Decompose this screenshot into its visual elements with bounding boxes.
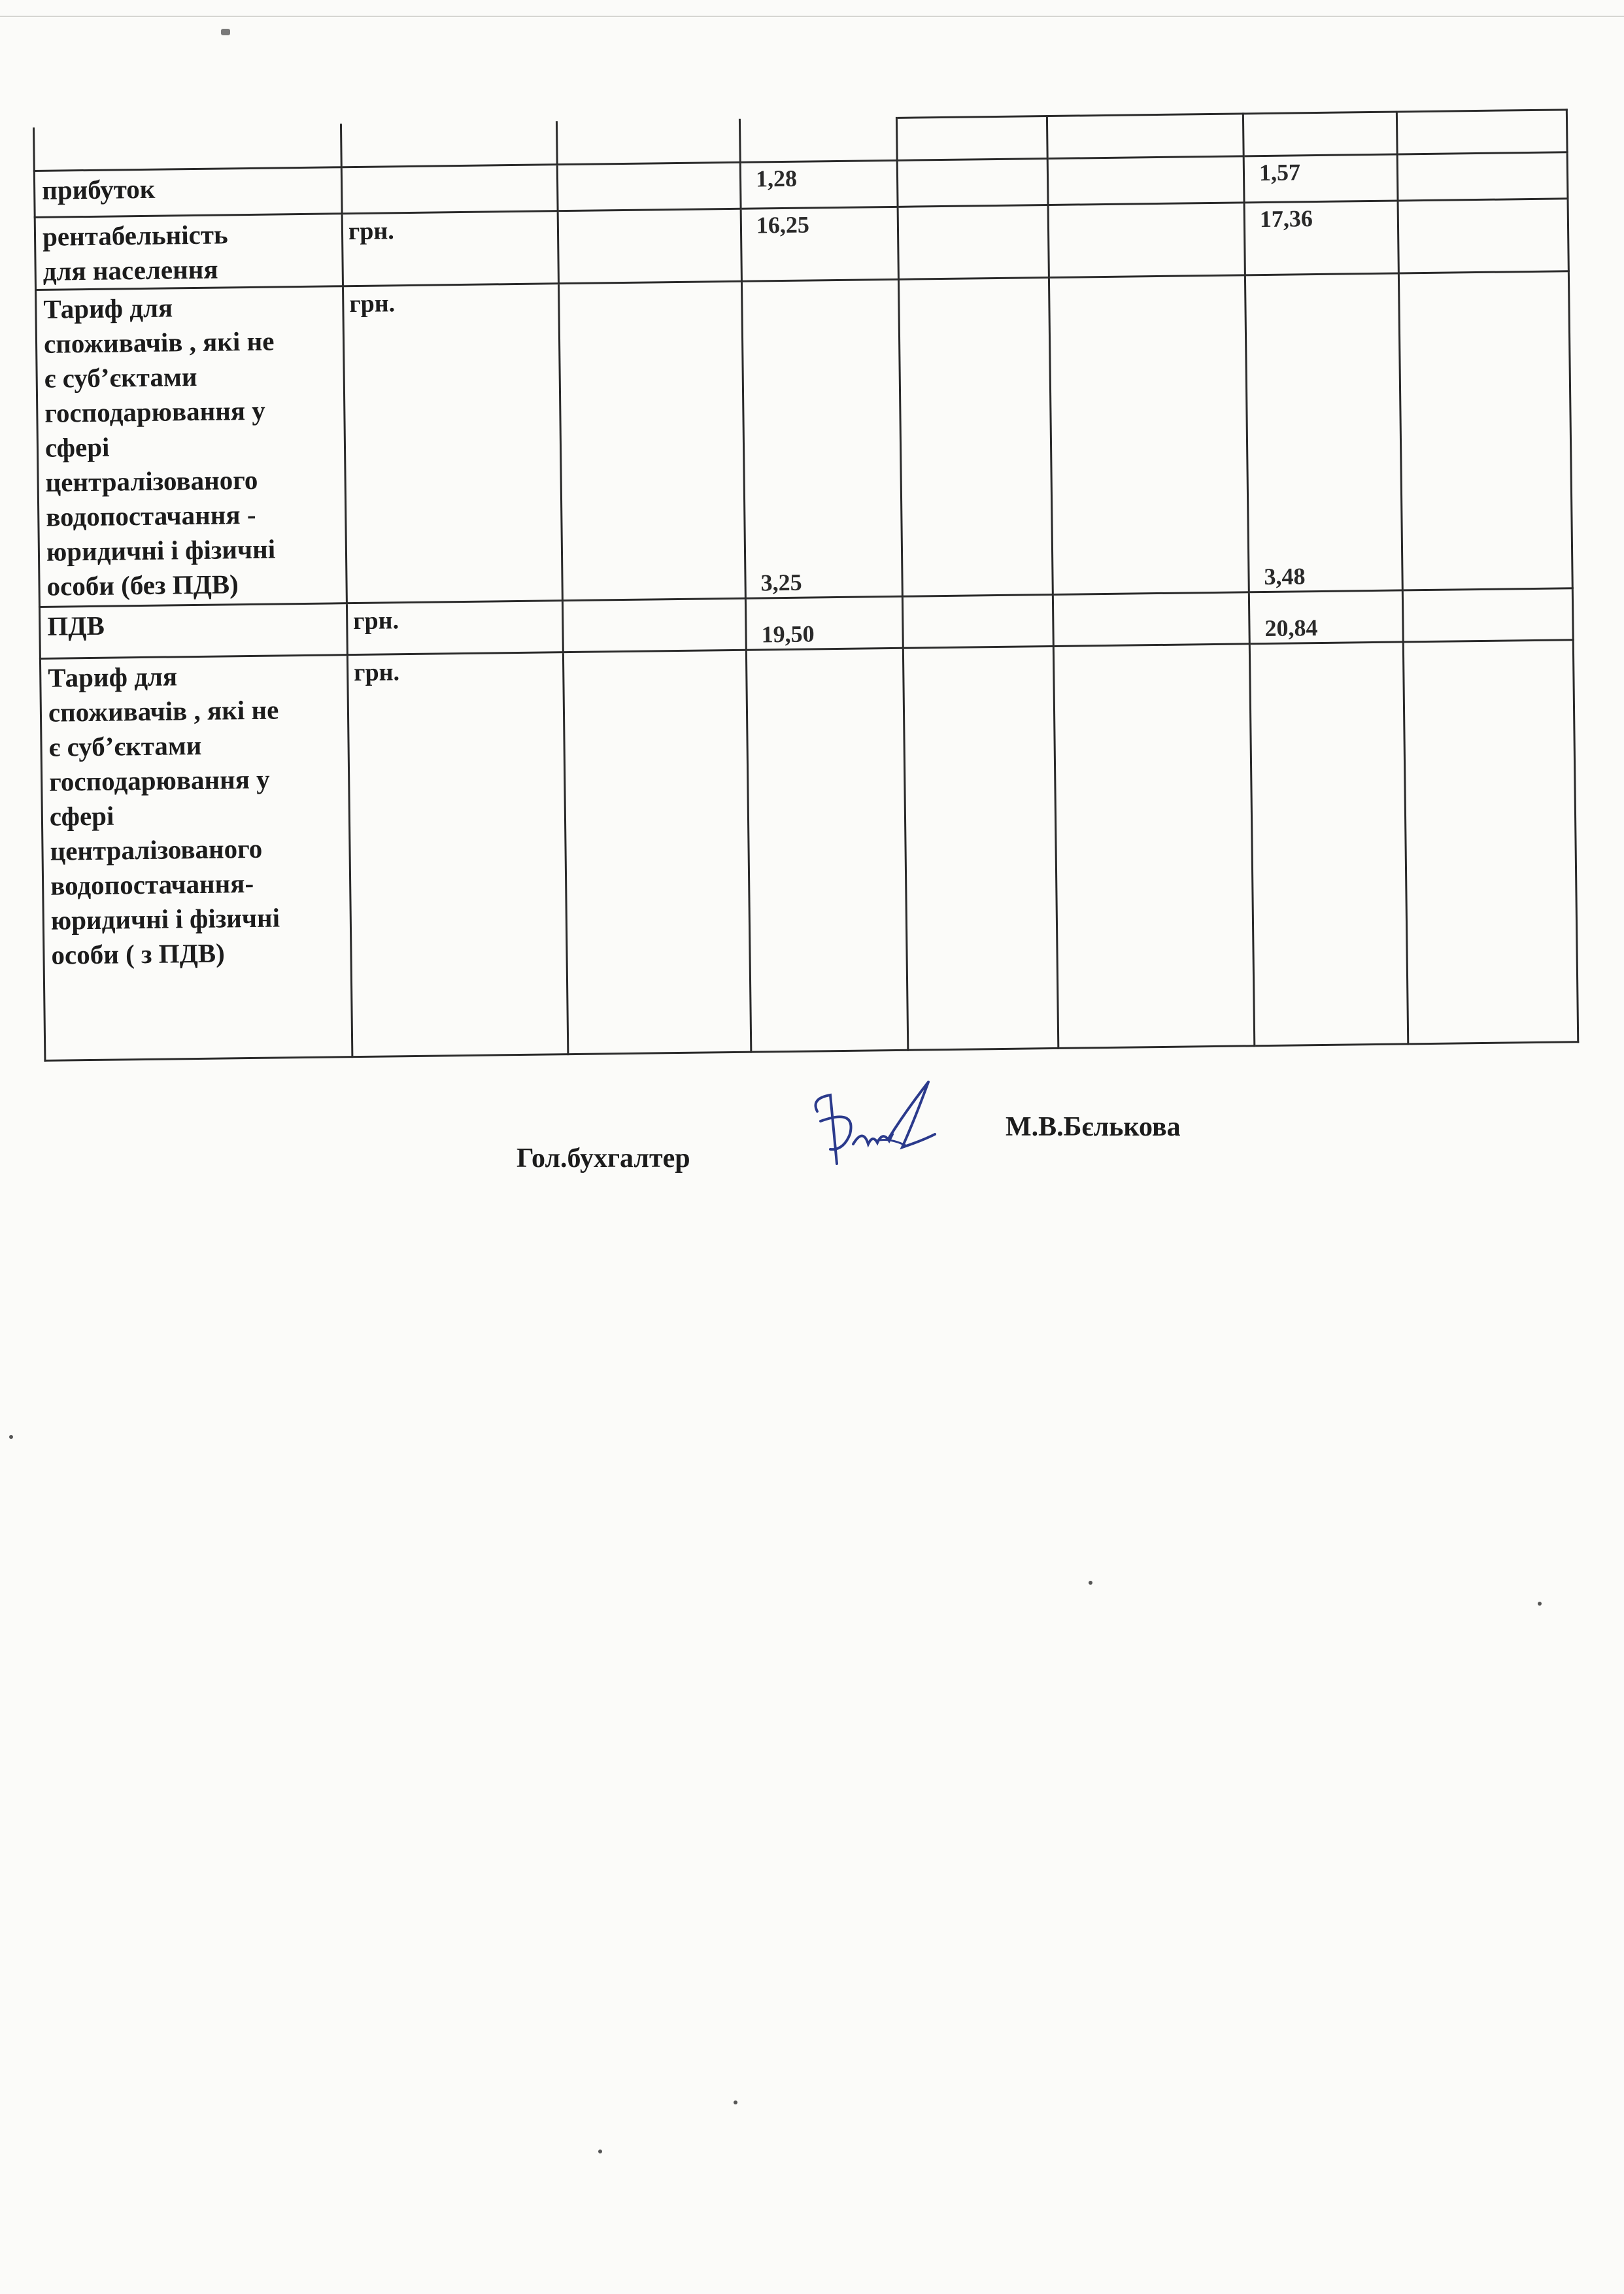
row-label: Тариф для споживачів , які не є суб’єктами господарювання у сфері централізованого водопостачання - юридичні і фізичні особи (без ПДВ) — [36, 286, 347, 607]
scan-top-edge — [0, 0, 1624, 17]
row-value-1: 19,50 — [745, 596, 903, 650]
table-cell — [563, 650, 751, 1054]
table-cell — [1396, 110, 1567, 154]
table-cell — [558, 281, 745, 600]
row-value-1: 3,25 — [741, 279, 902, 598]
table-cell — [556, 120, 740, 164]
table-cell — [34, 125, 342, 171]
row-value-1 — [746, 648, 907, 1052]
row-value-1: 1,28 — [740, 160, 898, 209]
table-cell — [1048, 203, 1245, 278]
scan-speck — [9, 1435, 13, 1439]
signature-block — [0, 1072, 1624, 1203]
table-cell — [898, 205, 1049, 280]
table-cell — [1047, 156, 1244, 205]
table-cell — [557, 162, 741, 211]
table-cell — [1397, 152, 1568, 201]
table-row-tariff-without-vat — [36, 271, 1573, 607]
row-value-2 — [1249, 642, 1408, 1046]
table-cell — [739, 118, 897, 162]
table-cell — [896, 116, 1047, 161]
row-label: ПДВ — [39, 603, 347, 659]
table-row-tariff-with-vat — [40, 640, 1578, 1061]
row-unit: грн. — [347, 601, 563, 655]
table-cell — [558, 209, 741, 283]
table-cell — [1047, 114, 1243, 159]
row-label: прибуток — [34, 167, 342, 218]
row-unit: грн. — [347, 652, 567, 1057]
table-cell — [898, 278, 1053, 597]
scan-speck — [598, 2150, 602, 2153]
table-cell — [1243, 112, 1397, 156]
row-value-2: 20,84 — [1249, 590, 1403, 644]
table-cell — [1398, 271, 1572, 590]
row-label: рентабельність для населення — [35, 214, 343, 290]
row-label: Тариф для споживачів , які не є суб’єктами господарювання у сфері централізованого водопостачання- юридичні і фізичні особи ( з ПДВ) — [40, 655, 352, 1061]
table-cell — [902, 594, 1053, 648]
row-value-1: 16,25 — [741, 207, 898, 281]
table-cell — [897, 159, 1048, 207]
row-value-2: 3,48 — [1245, 273, 1402, 592]
table-cell — [1053, 644, 1254, 1049]
row-unit: грн. — [342, 211, 558, 286]
signatory-role: Гол.бухгалтер — [516, 1143, 690, 1173]
table-cell — [1049, 275, 1249, 595]
table-cell — [1398, 199, 1568, 273]
scan-speck — [734, 2100, 737, 2104]
page-mark — [221, 29, 230, 35]
handwritten-signature — [791, 1072, 1000, 1203]
tariff-table — [33, 109, 1577, 1043]
row-unit: грн. — [343, 284, 563, 603]
table-cell — [903, 646, 1058, 1050]
row-value-2: 1,57 — [1243, 154, 1398, 203]
table-cell — [1053, 592, 1249, 647]
scan-speck — [1538, 1602, 1542, 1606]
row-unit — [341, 165, 558, 214]
scan-speck — [1089, 1581, 1092, 1585]
signatory-name: М.В.Бєлькова — [1006, 1112, 1181, 1142]
table-cell — [341, 122, 557, 167]
row-value-2: 17,36 — [1244, 201, 1398, 275]
table-cell — [1403, 640, 1578, 1044]
table-cell — [562, 598, 746, 652]
table-cell — [1402, 588, 1573, 642]
